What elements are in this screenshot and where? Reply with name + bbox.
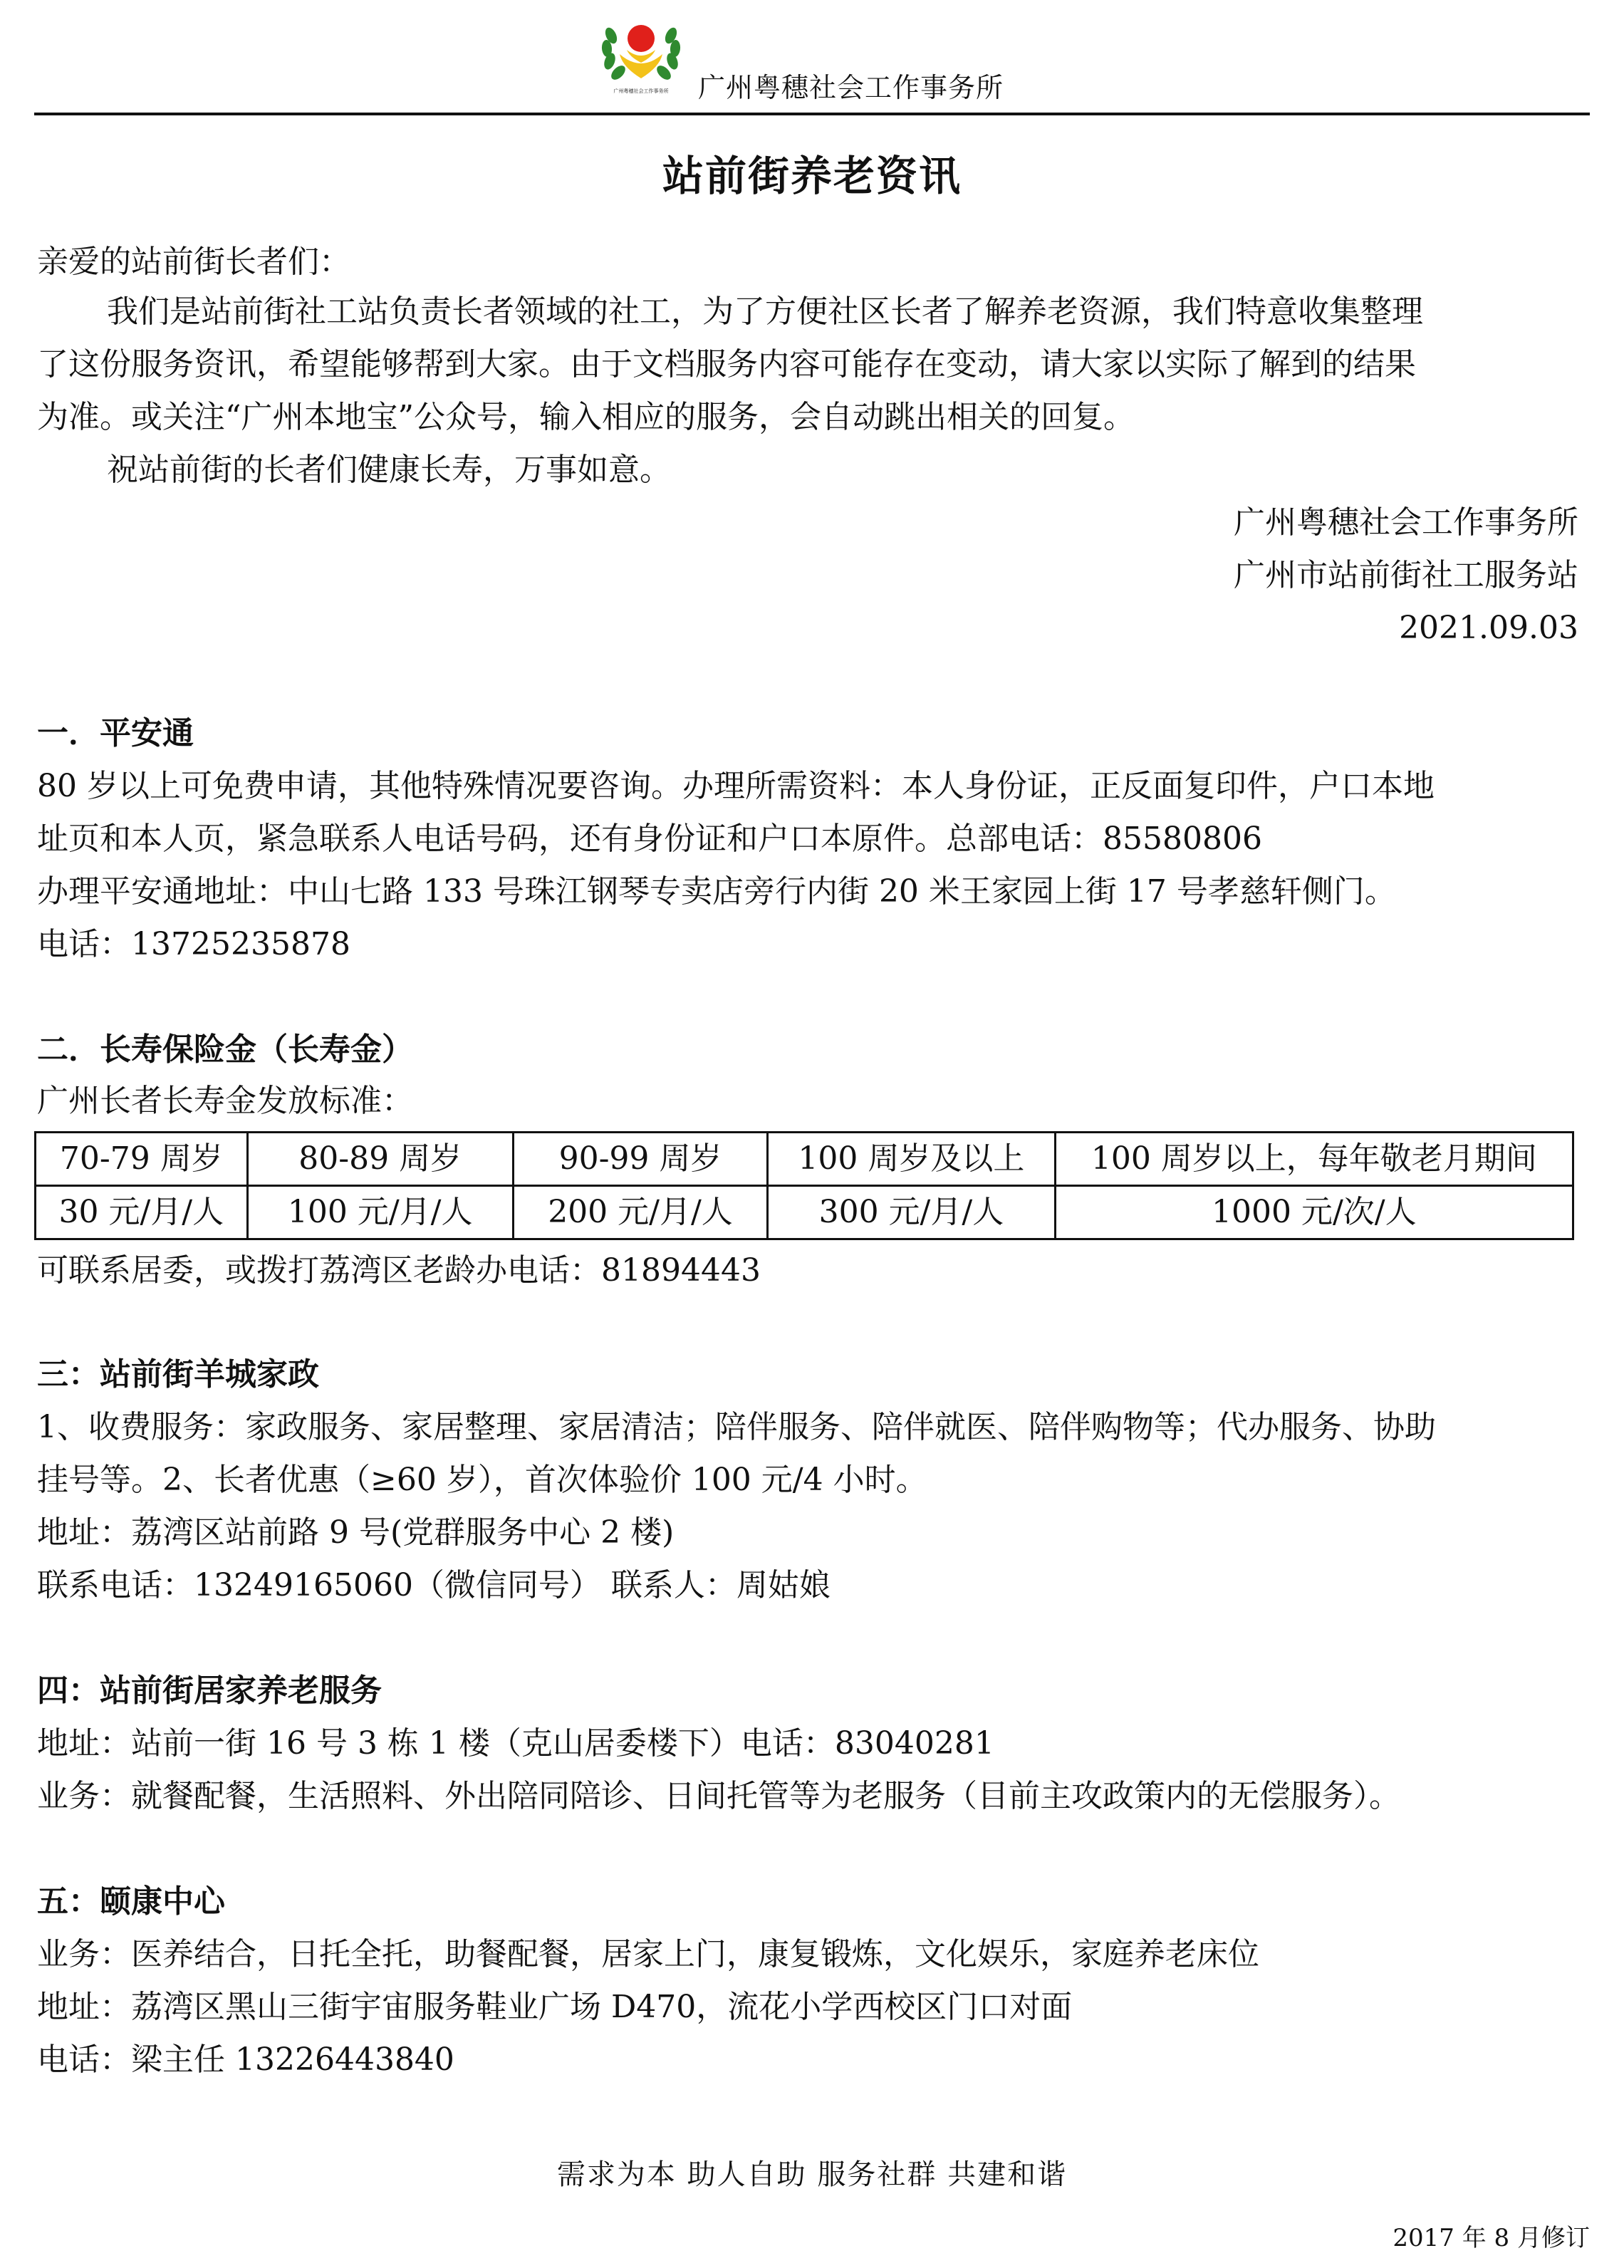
signature-date: 2021.09.03 [1399, 610, 1578, 646]
section-text-line: 挂号等。2、长者优惠（≥60 岁），首次体验价 100 元/4 小时。 [37, 1462, 927, 1498]
footer-motto: 需求为本 助人自助 服务社群 共建和谐 [556, 2158, 1068, 2191]
section-heading-home-care: 四：站前街居家养老服务 [37, 1673, 382, 1709]
section-heading-yikang-center: 五：颐康中心 [37, 1883, 225, 1920]
organization-logo [595, 7, 687, 98]
section-text-line: 80 岁以上可免费申请，其他特殊情况要咨询。办理所需资料：本人身份证，正反面复印件，户口本地 [37, 768, 1435, 804]
greeting: 亲爱的站前街长者们： [37, 244, 350, 280]
section-text-line: 电话：梁主任 13226443840 [37, 2041, 454, 2078]
section-heading-ping-an-tong: 一．平安通 [37, 715, 194, 751]
table-header-row [36, 1133, 1573, 1186]
header-divider [34, 113, 1590, 115]
table-header-cell: 90-99 周岁 [513, 1133, 767, 1186]
table-header-cell: 100 周岁以上，每年敬老月期间 [1055, 1133, 1573, 1186]
blessing-line: 祝站前街的长者们健康长寿，万事如意。 [107, 452, 671, 488]
section-text-line: 广州长者长寿金发放标准： [37, 1083, 413, 1119]
section-heading-longevity-fund: 二．长寿保险金（长寿金） [37, 1031, 413, 1068]
footer-revision: 2017 年 8 月修订 [1393, 2224, 1590, 2252]
section-text-line: 地址：站前一街 16 号 3 栋 1 楼（克山居委楼下）电话：83040281 [37, 1725, 994, 1762]
section-text-line: 业务：就餐配餐，生活照料、外出陪同陪诊、日间托管等为老服务（目前主攻政策内的无偿服务）。 [37, 1778, 1400, 1814]
signature-org-1: 广州粤穗社会工作事务所 [1234, 504, 1578, 541]
table-header-cell: 80-89 周岁 [247, 1133, 513, 1186]
header-organization-name: 广州粤穗社会工作事务所 [698, 72, 1004, 103]
section-text-line: 1、收费服务：家政服务、家居整理、家居清洁；陪伴服务、陪伴就医、陪伴购物等；代办服务、协助 [37, 1409, 1436, 1445]
section-heading-housekeeping: 三：站前街羊城家政 [37, 1356, 319, 1393]
table-cell: 30 元/月/人 [36, 1186, 248, 1239]
page-title: 站前街养老资讯 [662, 152, 962, 200]
table-cell: 200 元/月/人 [513, 1186, 767, 1239]
intro-paragraph-line: 了这份服务资讯，希望能够帮到大家。由于文档服务内容可能存在变动，请大家以实际了解到的结果 [37, 346, 1416, 383]
logo-caption: 广州粤穗社会工作事务所 [613, 88, 669, 94]
intro-paragraph-line: 我们是站前街社工站负责长者领域的社工，为了方便社区长者了解养老资源，我们特意收集整理 [107, 293, 1423, 330]
section-text-line: 地址：荔湾区黑山三街宇宙服务鞋业广场 D470，流花小学西校区门口对面 [37, 1989, 1073, 2025]
section-text-line: 地址：荔湾区站前路 9 号(党群服务中心 2 楼) [37, 1514, 675, 1551]
table-cell: 1000 元/次/人 [1055, 1186, 1573, 1239]
section-text-line: 电话：13725235878 [37, 926, 350, 962]
section-text-line: 办理平安通地址：中山七路 133 号珠江钢琴专卖店旁行内街 20 米王家园上街 17 号孝慈轩侧门。 [37, 873, 1396, 910]
longevity-fund-table [34, 1131, 1574, 1240]
intro-paragraph-line: 为准。或关注“广州本地宝”公众号，输入相应的服务，会自动跳出相关的回复。 [37, 399, 1135, 435]
table-cell: 300 元/月/人 [768, 1186, 1055, 1239]
signature-org-2: 广州市站前街社工服务站 [1234, 557, 1578, 593]
section-text-line: 可联系居委，或拨打荔湾区老龄办电话：81894443 [37, 1252, 761, 1289]
section-text-line: 业务：医养结合，日托全托，助餐配餐，居家上门，康复锻炼，文化娱乐，家庭养老床位 [37, 1936, 1259, 1972]
table-header-cell: 100 周岁及以上 [768, 1133, 1055, 1186]
section-text-line: 址页和本人页，紧急联系人电话号码，还有身份证和户口本原件。总部电话：85580806 [37, 821, 1262, 857]
table-cell: 100 元/月/人 [247, 1186, 513, 1239]
section-text-line: 联系电话：13249165060（微信同号） 联系人：周姑娘 [37, 1567, 831, 1603]
table-row [36, 1186, 1573, 1239]
table-header-cell: 70-79 周岁 [36, 1133, 248, 1186]
